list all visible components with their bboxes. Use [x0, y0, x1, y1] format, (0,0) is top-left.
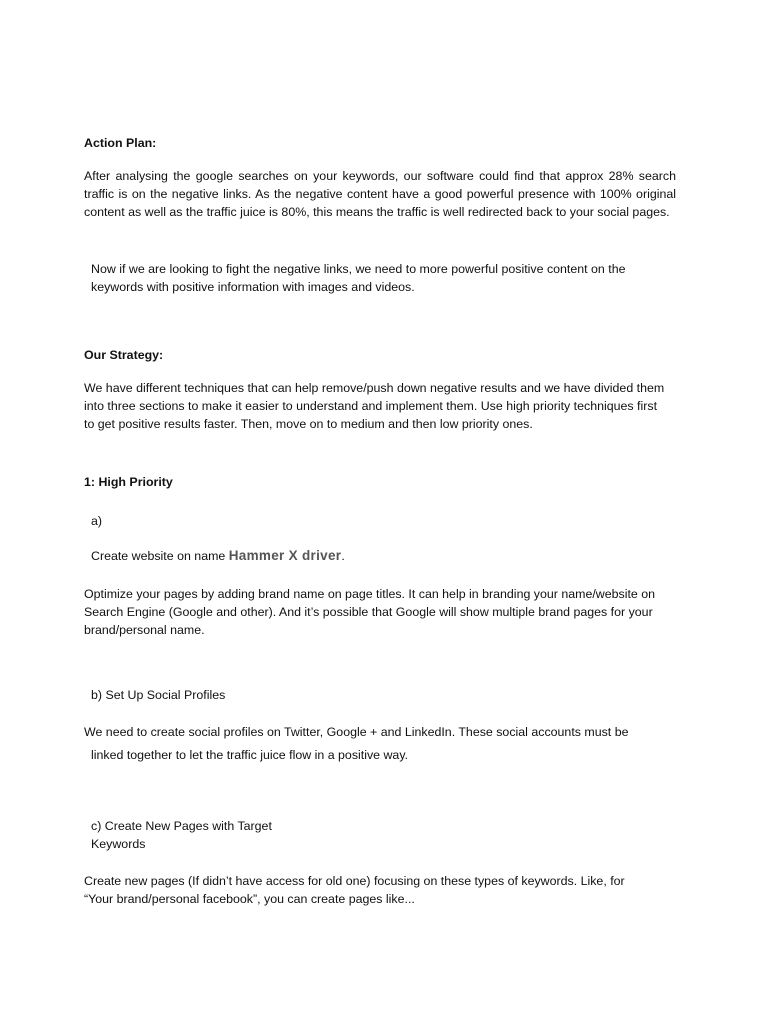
text-line: We have different techniques that can help remove/push down negative results and we have divided them	[84, 381, 665, 395]
text-line: “Your brand/personal facebook”, you can create pages like...	[84, 892, 415, 906]
text-line: to get positive results faster. Then, move on to medium and then low priority ones.	[84, 417, 533, 431]
high-priority-heading: 1: High Priority	[84, 475, 173, 489]
item-c-label	[91, 817, 272, 853]
action-plan-heading: Action Plan:	[84, 136, 157, 150]
brand-name: Hammer X driver	[228, 548, 342, 563]
item-b-line2: linked together to let the traffic juice flow in a positive way.	[91, 748, 409, 762]
item-a-label: a)	[91, 514, 103, 528]
text-line: c) Create New Pages with Target	[91, 819, 272, 833]
item-b-label: b) Set Up Social Profiles	[91, 688, 226, 702]
item-a-text-suffix: .	[341, 549, 345, 563]
text-line: Optimize your pages by adding brand name on page titles. It can help in branding your name/website on	[84, 587, 656, 601]
item-b-line1: We need to create social profiles on Twitter, Google + and LinkedIn. These social accounts must be	[84, 725, 629, 739]
text-line: brand/personal name.	[84, 623, 205, 637]
item-c-paragraph	[84, 872, 625, 908]
action-plan-paragraph: After analysing the google searches on your keywords, our software could find that approx 28% search traffic is on the negative links. As the negative content have a good powerful presence with 100% original content as well as the traffic juice is 80%, this means the traffic is well redirected back to your social pages.	[84, 169, 676, 219]
text-line: keywords with positive information with images and videos.	[91, 280, 415, 294]
text-line: into three sections to make it easier to understand and implement them. Use high priority techniques first	[84, 399, 658, 413]
strategy-paragraph	[84, 379, 664, 433]
text-line: Keywords	[91, 837, 146, 851]
strategy-heading: Our Strategy:	[84, 348, 164, 362]
action-plan-indent-paragraph	[91, 260, 625, 296]
text-line: Search Engine (Google and other). And it’s possible that Google will show multiple brand pages for your	[84, 605, 653, 619]
item-a-create-website	[91, 547, 345, 565]
item-a-paragraph	[84, 585, 655, 639]
text-line: Now if we are looking to fight the negative links, we need to more powerful positive content on the	[91, 262, 626, 276]
text-line: Create new pages (If didn’t have access for old one) focusing on these types of keywords. Like, for	[84, 874, 625, 888]
item-a-text-prefix: Create website on name	[91, 549, 229, 563]
